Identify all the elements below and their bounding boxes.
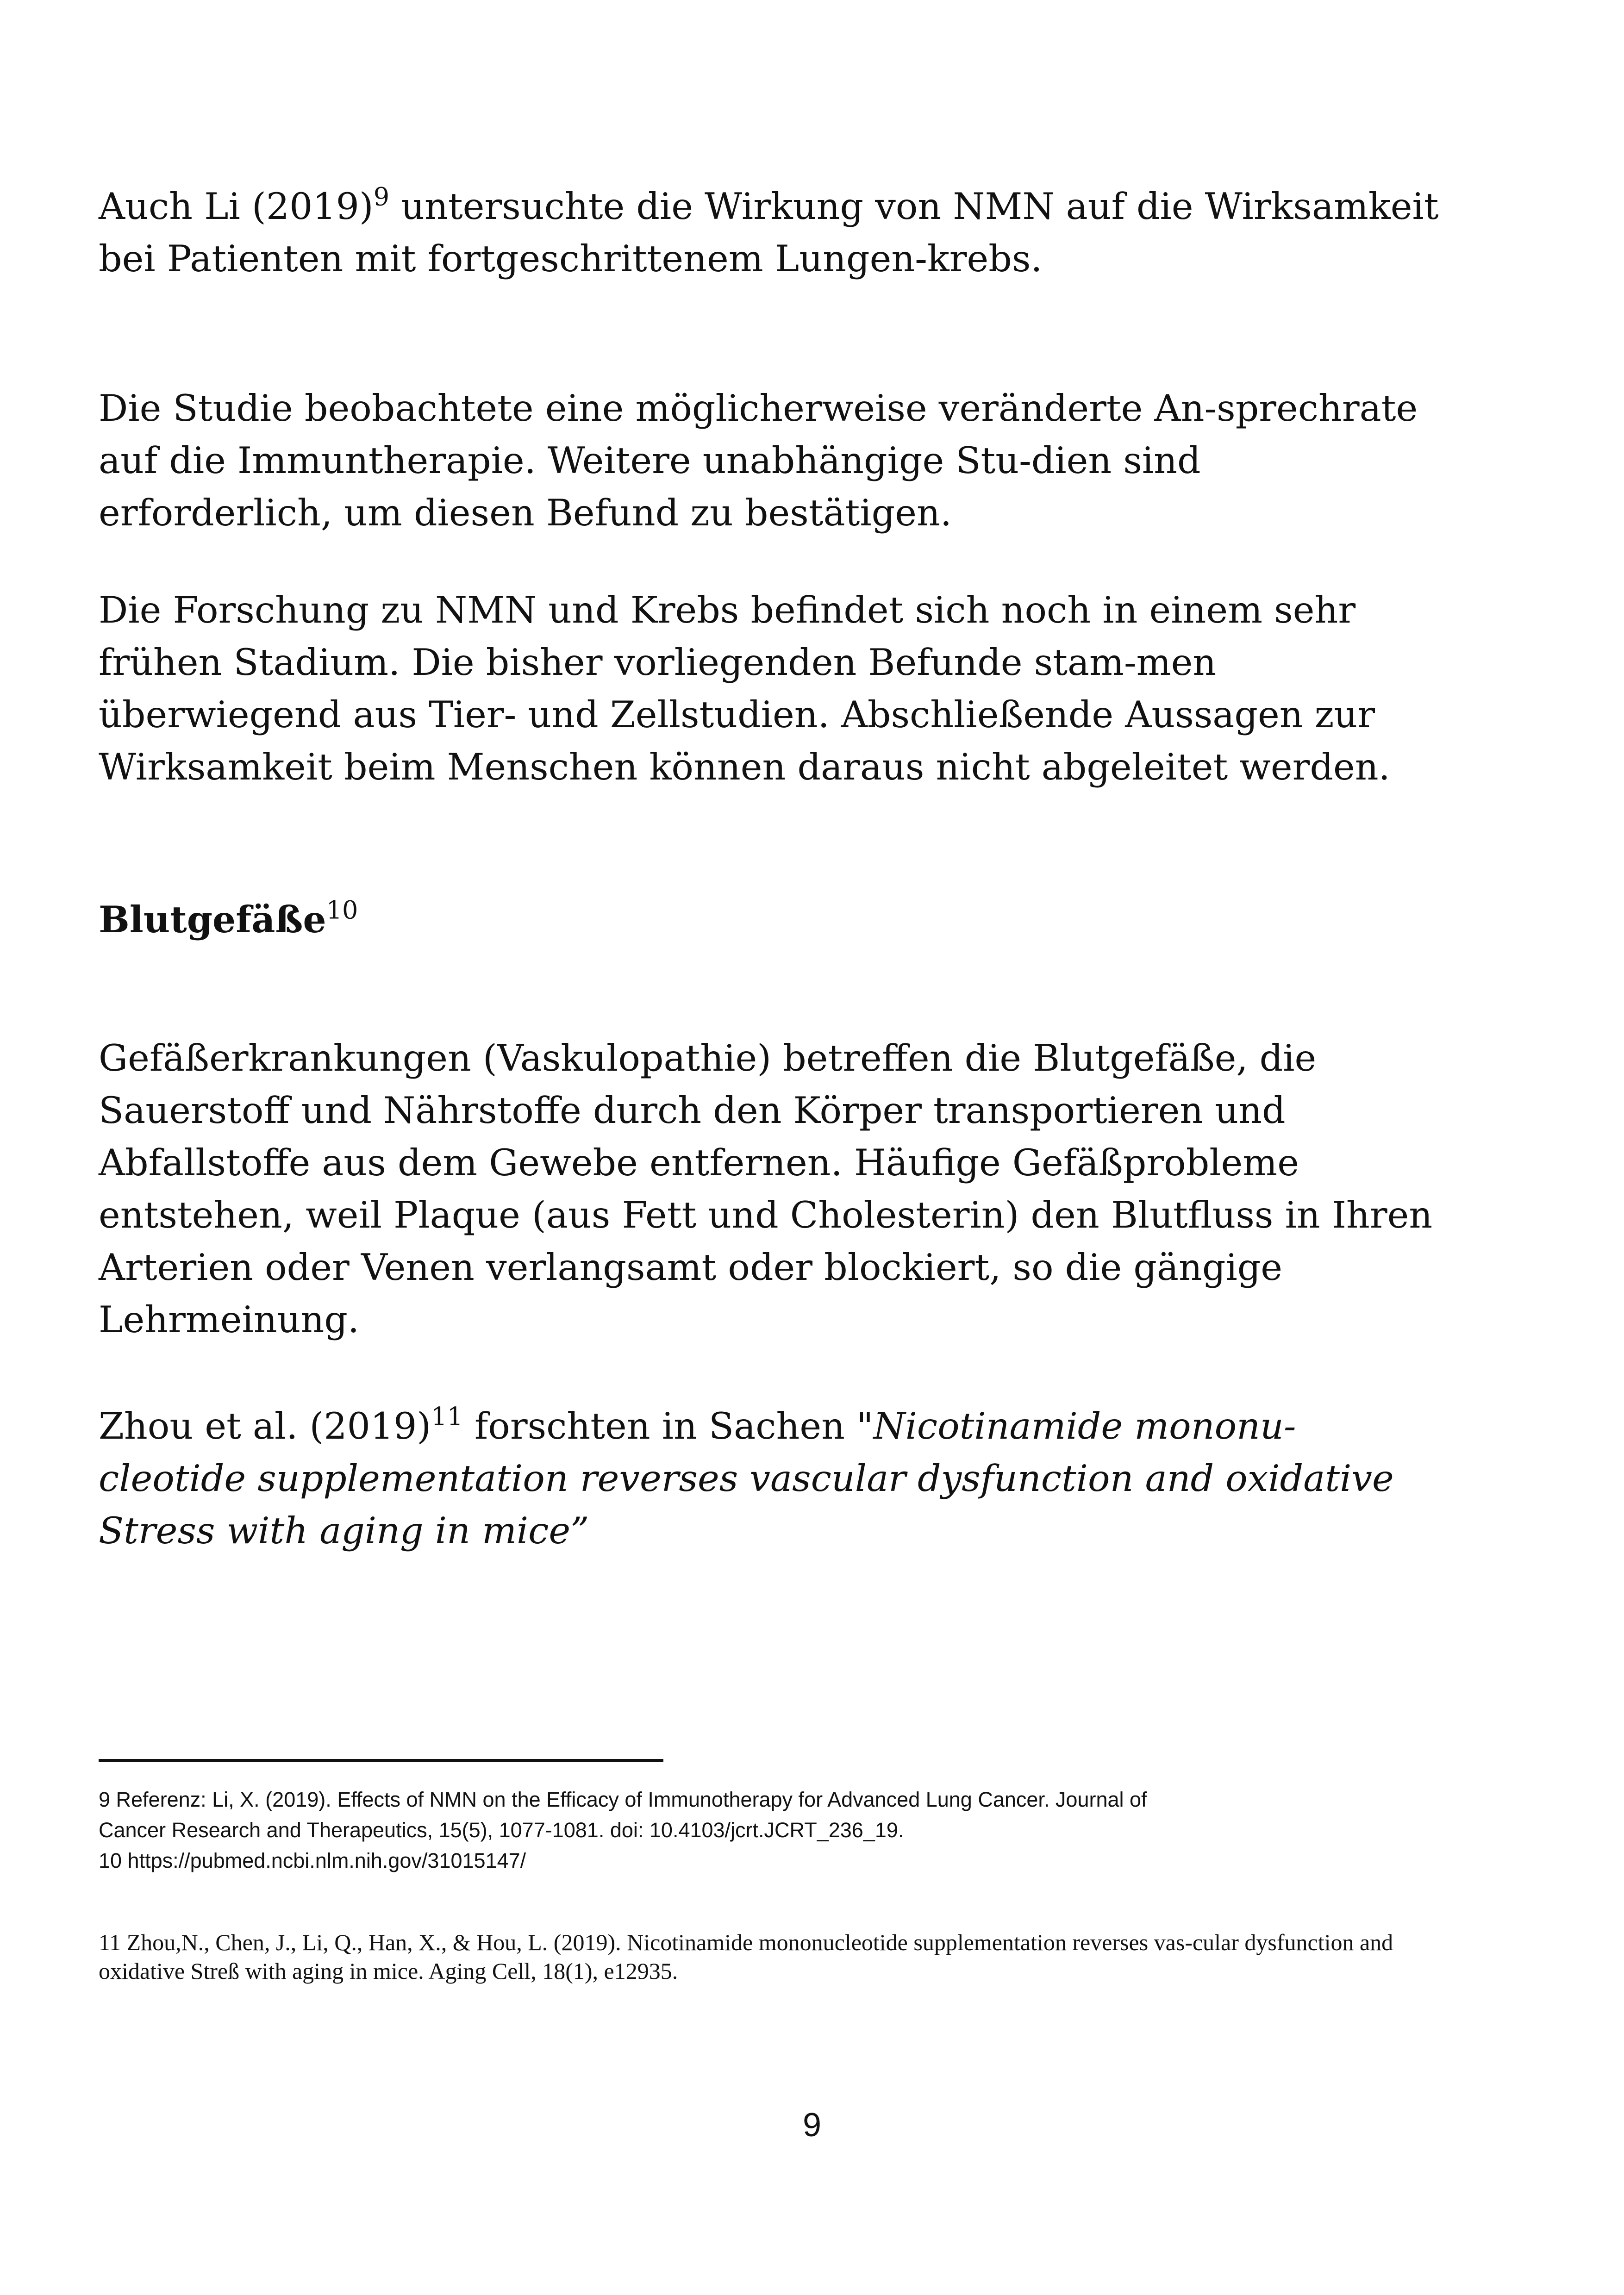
- footnote-11: 11 Zhou,N., Chen, J., Li, Q., Han, X., & Hou, L. (2019). Nicotinamide mononucleotide supplementation reverses vas-cular dysfunction and oxidative Streß with aging in mice. Aging Cell, 18(1), e12935.: [99, 1929, 1393, 1984]
- paragraph-li-study-rest: untersuchte die Wirkung von NMN auf die Wirksamkeit bei Patienten mit fortgeschrittenem Lungen-krebs.: [99, 185, 1439, 280]
- page-number: 9: [802, 2107, 822, 2144]
- footnote-ref-9: 9: [373, 182, 390, 212]
- section-heading-blutgefaesse: [99, 893, 358, 946]
- footnotes-block: [99, 1784, 1441, 1876]
- paragraph-vasculopathy: Gefäßerkrankungen (Vaskulopathie) betreffen die Blutgefäße, die Sauerstoff und Nährstoffe durch den Körper transportieren und Abfallstoffe aus dem Gewebe entfernen. Häufige Gefäßprobleme entstehen, weil Plaque (aus Fett und Cholesterin) den Blutfluss in Ihren Arterien oder Venen verlangsamt oder blockiert, so die gängige Lehrmeinung.: [99, 1037, 1433, 1341]
- footnote-ref-11: 11: [431, 1402, 463, 1431]
- paragraph-zhou-lead: Zhou et al. (2019): [99, 1405, 431, 1447]
- paragraph-li-study: [99, 181, 1441, 285]
- footnote-ref-10: 10: [326, 895, 358, 925]
- paragraph-research-stage: Die Forschung zu NMN und Krebs befindet sich noch in einem sehr frühen Stadium. Die bisher vorliegenden Befunde stam-men überwiegend aus Tier- und Zellstudien. Abschließende Aussagen zur Wirksamkeit beim Menschen können daraus nicht abgeleitet werden.: [99, 589, 1390, 788]
- paragraph-zhou-title-italic: Nicotinamide mononu-cleotide supplementation reverses vascular dysfunction and oxidative Stress with aging in mice”: [99, 1405, 1394, 1552]
- footnote-separator: [99, 1759, 663, 1762]
- footnote-10: 10 https://pubmed.ncbi.nlm.nih.gov/31015147/: [99, 1849, 526, 1872]
- section-heading-text: Blutgefäße: [99, 898, 326, 941]
- paragraph-response-rate: Die Studie beobachtete eine möglicherweise veränderte An-sprechrate auf die Immuntherapie. Weitere unabhängige Stu-dien sind erforderlich, um diesen Befund zu bestätigen.: [99, 387, 1418, 534]
- paragraph-li-study-lead: Auch Li (2019): [99, 185, 374, 228]
- paragraph-zhou-study: [99, 1400, 1441, 1557]
- paragraph-zhou-middle: forschten in Sachen ": [462, 1405, 874, 1447]
- footnote-9-line-2: Cancer Research and Therapeutics, 15(5), 1077-1081. doi: 10.4103/jcrt.JCRT_236_19.: [99, 1818, 904, 1842]
- footnote-9-line-1: 9 Referenz: Li, X. (2019). Effects of NMN on the Efficacy of Immunotherapy for Advanced Lung Cancer. Journal of: [99, 1788, 1147, 1811]
